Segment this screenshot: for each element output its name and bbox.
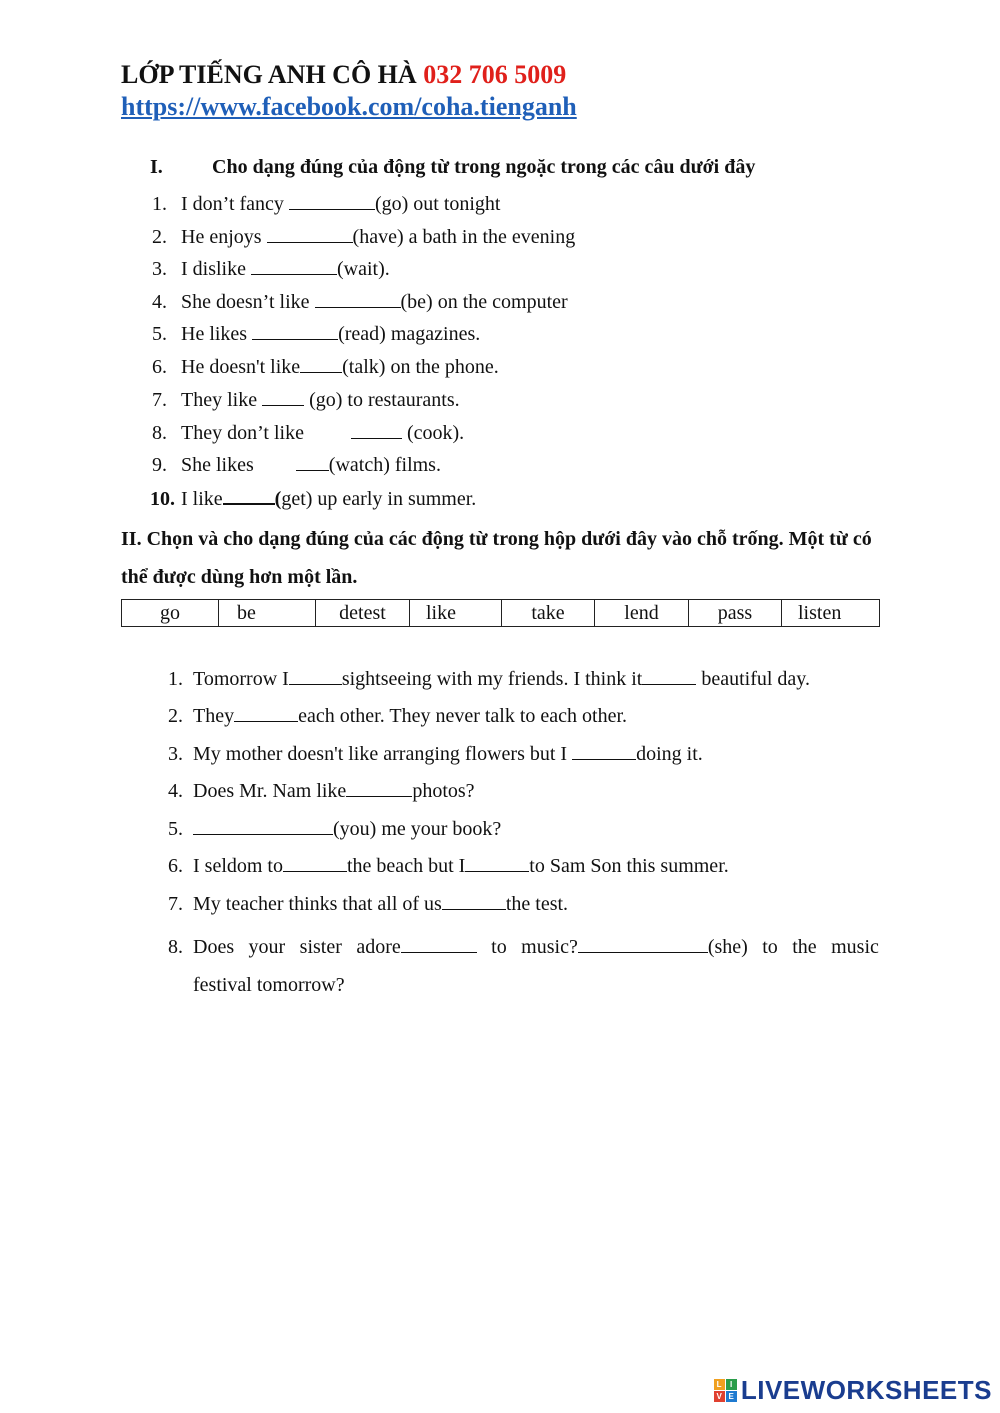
word-detest: detest <box>316 600 410 627</box>
header-title <box>121 58 566 92</box>
answer-blank[interactable] <box>267 224 353 243</box>
answer-blank[interactable] <box>315 289 401 308</box>
s1-item-6: 6. He doesn't like (talk) on the phone. <box>152 356 499 378</box>
liveworksheets-logo: L I V E LIVEWORKSHEETS <box>714 1375 992 1406</box>
s1-item-3: 3. I dislike (wait). <box>152 258 390 280</box>
s1-item-4: 4. She doesn’t like (be) on the computer <box>152 291 568 313</box>
word-pass: pass <box>689 600 782 627</box>
section-2-heading: II. Chọn và cho dạng đúng của các động từ trong hộp dưới đây vào chỗ trống. Một từ có thể được dùng hơn một lần. <box>121 528 872 588</box>
word-listen: listen <box>782 600 880 627</box>
class-name: LỚP TIẾNG ANH CÔ HÀ <box>121 60 417 89</box>
s2-item-6: 6. I seldom to the beach but I to Sam Son this summer. <box>168 855 729 877</box>
word-like: like <box>410 600 502 627</box>
facebook-link[interactable]: https://www.facebook.com/coha.tienganh <box>121 92 577 121</box>
phone-number: 032 706 5009 <box>423 60 567 89</box>
word-box <box>121 599 880 627</box>
answer-blank[interactable] <box>442 891 506 910</box>
answer-blank[interactable] <box>193 816 333 835</box>
s2-item-5: 5. (you) me your book? <box>168 818 502 840</box>
answer-blank[interactable] <box>401 934 477 953</box>
answer-blank[interactable] <box>465 853 529 872</box>
s2-item-4: 4. Does Mr. Nam like photos? <box>168 780 475 802</box>
answer-blank[interactable] <box>296 452 329 471</box>
section-1-heading: I. Cho dạng đúng của động từ trong ngoặc trong các câu dưới đây <box>150 156 756 178</box>
answer-blank[interactable] <box>351 420 402 439</box>
word-lend: lend <box>595 600 689 627</box>
s1-item-10: 10. I like (get) up early in summer. <box>150 485 476 512</box>
s1-item-9: 9. She likes (watch) films. <box>152 454 441 476</box>
s1-item-8: 8. They don’t like (cook). <box>152 422 465 444</box>
s1-item-1: 1. I don’t fancy (go) out tonight <box>152 193 501 215</box>
answer-blank[interactable] <box>252 321 338 340</box>
s2-item-7: 7. My teacher thinks that all of us the test. <box>168 893 569 915</box>
s2-item-2: 2. They each other. They never talk to each other. <box>168 705 628 727</box>
s1-item-5: 5. He likes (read) magazines. <box>152 323 481 345</box>
word-be: be <box>219 600 316 627</box>
s2-item-1: 1. Tomorrow I sightseeing with my friends. I think it beautiful day. <box>168 668 811 690</box>
answer-blank[interactable] <box>578 934 708 953</box>
s2-item-3: 3. My mother doesn't like arranging flowers but I doing it. <box>168 743 703 765</box>
answer-blank[interactable] <box>283 853 347 872</box>
answer-blank[interactable] <box>346 778 412 797</box>
word-take: take <box>502 600 595 627</box>
answer-blank[interactable] <box>572 741 636 760</box>
word-go: go <box>122 600 219 627</box>
s1-item-7: 7. They like (go) to restaurants. <box>152 389 460 411</box>
answer-blank[interactable] <box>251 256 337 275</box>
answer-blank[interactable] <box>234 703 298 722</box>
answer-blank[interactable] <box>289 191 375 210</box>
s1-item-2: 2. He enjoys (have) a bath in the evening <box>152 226 576 248</box>
answer-blank[interactable] <box>642 666 696 685</box>
answer-blank[interactable] <box>223 485 275 505</box>
answer-blank[interactable] <box>262 387 304 406</box>
s2-item-8: 8. Does your sister adore to music? (she) to the music festival tomorrow? <box>168 936 879 996</box>
answer-blank[interactable] <box>300 354 342 373</box>
liveworksheets-logo-icon: L I V E <box>714 1379 737 1402</box>
answer-blank[interactable] <box>289 666 342 685</box>
